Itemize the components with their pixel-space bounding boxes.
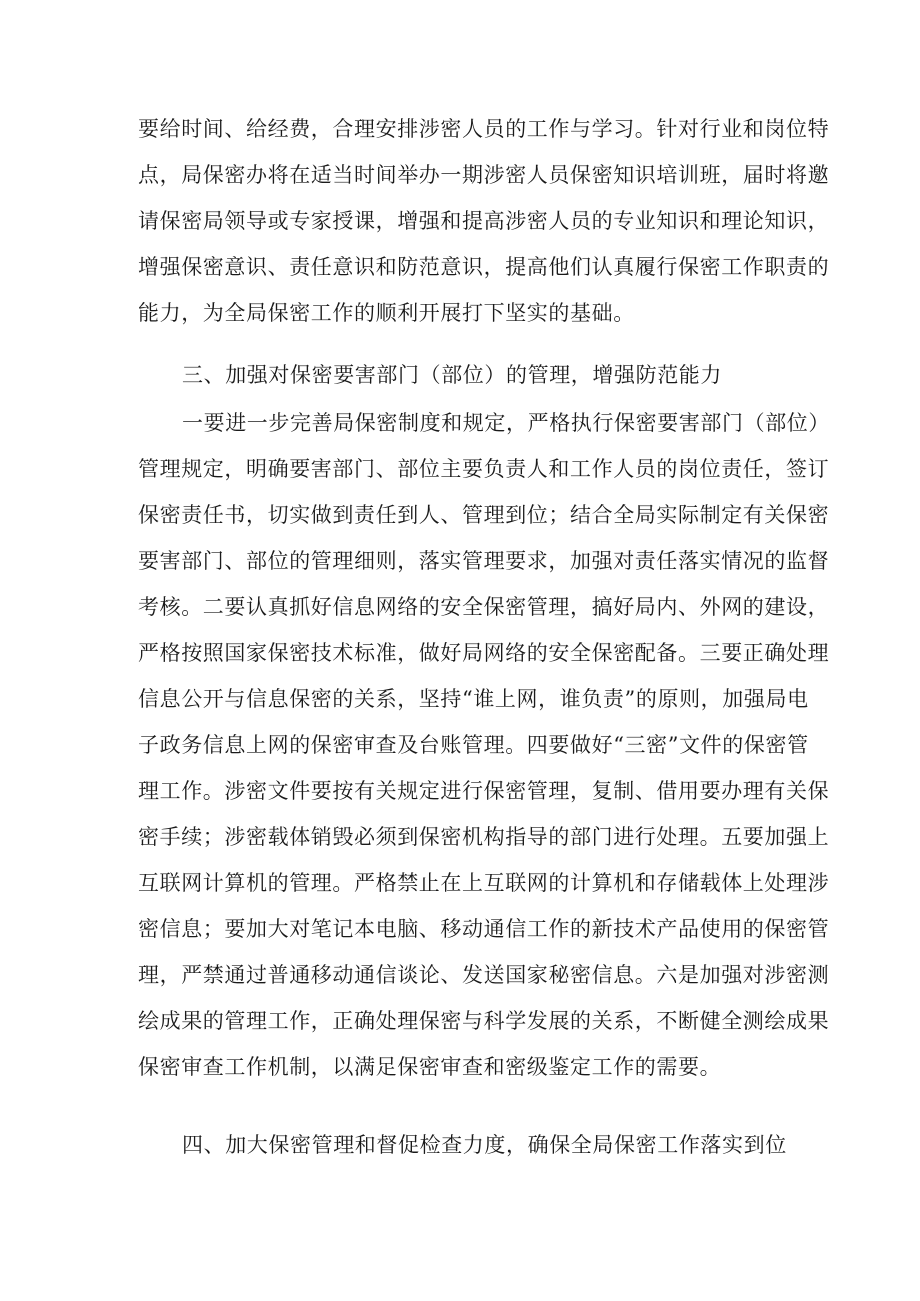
paragraph-line: 保密审查工作机制，以满足保密审查和密级鉴定工作的需要。 (138, 1055, 722, 1079)
section-heading-3 (138, 352, 798, 398)
paragraph-line: 密手续；涉密载体销毁必须到保密机构指导的部门进行处理。五要加强上 (138, 825, 830, 849)
paragraph-continuation (138, 106, 830, 336)
heading-text: 三、加强对保密要害部门（部位）的管理，增强防范能力 (182, 363, 722, 387)
paragraph-section-3 (138, 400, 830, 1090)
paragraph-line: 点，局保密办将在适当时间举办一期涉密人员保密知识培训班，届时将邀 (138, 163, 830, 187)
heading-text: 四、加大保密管理和督促检查力度，确保全局保密工作落实到位 (182, 1133, 787, 1157)
paragraph-line: 理工作。涉密文件要按有关规定进行保密管理，复制、借用要办理有关保 (138, 779, 830, 803)
paragraph-line: 增强保密意识、责任意识和防范意识，提高他们认真履行保密工作职责的 (138, 255, 830, 279)
paragraph-line: 考核。二要认真抓好信息网络的安全保密管理，搞好局内、外网的建设， (138, 595, 830, 619)
paragraph-line: 信息公开与信息保密的关系，坚持“谁上网，谁负责”的原则，加强局电 (138, 687, 809, 711)
paragraph-line: 互联网计算机的管理。严格禁止在上互联网的计算机和存储载体上处理涉 (138, 871, 830, 895)
paragraph-line: 要给时间、给经费，合理安排涉密人员的工作与学习。针对行业和岗位特 (138, 117, 830, 141)
paragraph-line: 绘成果的管理工作，正确处理保密与科学发展的关系，不断健全测绘成果 (138, 1009, 830, 1033)
paragraph-line: 请保密局领导或专家授课，增强和提高涉密人员的专业知识和理论知识， (138, 209, 830, 233)
paragraph-line: 一要进一步完善局保密制度和规定，严格执行保密要害部门（部位） (182, 411, 830, 435)
paragraph-line: 管理规定，明确要害部门、部位主要负责人和工作人员的岗位责任，签订 (138, 457, 830, 481)
paragraph-line: 密信息；要加大对笔记本电脑、移动通信工作的新技术产品使用的保密管 (138, 917, 830, 941)
paragraph-line: 要害部门、部位的管理细则，落实管理要求，加强对责任落实情况的监督 (138, 549, 830, 573)
paragraph-line: 理，严禁通过普通移动通信谈论、发送国家秘密信息。六是加强对涉密测 (138, 963, 830, 987)
paragraph-line: 保密责任书，切实做到责任到人、管理到位；结合全局实际制定有关保密 (138, 503, 830, 527)
paragraph-line: 子政务信息上网的保密审查及台账管理。四要做好“三密”文件的保密管 (138, 733, 809, 757)
paragraph-line: 严格按照国家保密技术标准，做好局网络的安全保密配备。三要正确处理 (138, 641, 830, 665)
paragraph-line: 能力，为全局保密工作的顺利开展打下坚实的基础。 (138, 301, 635, 325)
section-heading-4 (138, 1122, 798, 1168)
